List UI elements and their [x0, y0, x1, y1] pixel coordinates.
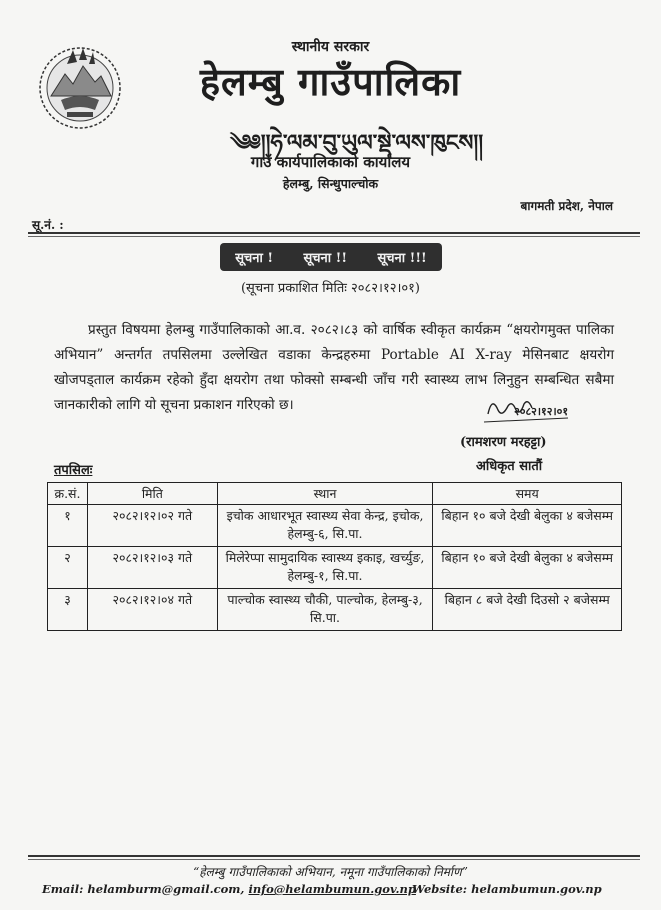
published-date: (सूचना प्रकाशित मितिः २०८२।१२।०१) [240, 281, 420, 296]
website-link[interactable]: helambumun.gov.np [471, 882, 602, 896]
footer-website [412, 882, 602, 896]
table-row [48, 547, 622, 589]
table-header-row [48, 483, 622, 505]
municipality-name: हेलम्बु गाउँपालिका [199, 59, 462, 104]
notice-body: प्रस्तुत विषयमा हेलम्बु गाउँपालिकाको आ.व. २०८२।८३ को वार्षिक स्वीकृत कार्यक्रम “क्षयरोगमुक्त पालिका अभियान” अन्तर्गत तपसिलमा उल्लेखित वडाका केन्द्रहरुमा Portable AI X-ray मेसिनबाट क्षयरोग खोजपड्ताल कार्यक्रम रहेको हुँदा क्षयरोग तथा फोक्सो सम्बन्धी जाँच गरी स्वास्थ्य लाभ लिनुहुन सम्बन्धित सबैमा जानकारीको लागि यो सूचना प्रकाशन गरिएको छ। [54, 322, 614, 413]
header-place: स्थान [217, 483, 433, 505]
province-label: बागमती प्रदेश, नेपाल [520, 199, 613, 213]
tibetan-name: ༄༅།།ཧེ་ལམ་བུ་ཡུལ་སྡེ་ལས་ཁུངས།། [230, 131, 484, 156]
email-1[interactable]: helamburm@gmail.com, [87, 882, 245, 896]
notice-banner [220, 243, 442, 271]
notice-banner-text-2: सूचना !! [303, 251, 348, 266]
local-government-label: स्थानीय सरकार [291, 39, 370, 55]
office-address: हेलम्बु, सिन्धुपाल्चोक [282, 176, 379, 191]
email-2[interactable]: info@helambumun.gov.np [248, 882, 416, 896]
notice-banner-text-3: सूचना !!! [377, 251, 427, 266]
office-name: गाउँ कार्यपालिकाको कार्यालय [250, 153, 411, 171]
schedule-table [47, 482, 622, 631]
cell-serial: ३ [48, 589, 88, 631]
notice-banner-text-1: सूचना ! [235, 251, 274, 266]
footer-divider-thin [28, 859, 640, 860]
cell-date: २०८२।१२।०४ गते [87, 589, 217, 631]
cell-time: बिहान १० बजे देखी बेलुका ४ बजेसम्म [433, 547, 622, 589]
header-date: मिति [87, 483, 217, 505]
footer-slogan: “हेलम्बु गाउँपालिकाको अभियान, नमूना गाउँपालिकाको निर्माण” [193, 865, 468, 879]
email-label: Email: [42, 882, 84, 896]
signature [458, 392, 588, 428]
cell-serial: १ [48, 505, 88, 547]
cell-date: २०८२।१२।०३ गते [87, 547, 217, 589]
header-divider [28, 232, 640, 234]
cell-place: पाल्चोक स्वास्थ्य चौकी, पाल्चोक, हेलम्बु-३, सि.पा. [217, 589, 433, 631]
signature-date: २०८२।१२।०१ [514, 405, 569, 418]
reference-number-label: सू.नं. : [32, 218, 64, 232]
cell-serial: २ [48, 547, 88, 589]
cell-time: बिहान १० बजे देखी बेलुका ४ बजेसम्म [433, 505, 622, 547]
footer-email [42, 882, 416, 896]
signer-name: (रामशरण मरहट्टा) [460, 435, 547, 450]
cell-place: मिलेरेप्पा सामुदायिक स्वास्थ्य इकाइ, खर्च्युङ, हेलम्बु-१, सि.पा. [217, 547, 433, 589]
cell-time: बिहान ८ बजे देखी दिउसो २ बजेसम्म [433, 589, 622, 631]
cell-date: २०८२।१२।०२ गते [87, 505, 217, 547]
table-row [48, 589, 622, 631]
cell-place: इचोक आधारभूत स्वास्थ्य सेवा केन्द्र, इचोक, हेलम्बु-६, सि.पा. [217, 505, 433, 547]
signer-title: अधिकृत सातौं [476, 459, 543, 474]
schedule-label: तपसिलः [54, 463, 93, 478]
header-serial: क्र.सं. [48, 483, 88, 505]
table-row [48, 505, 622, 547]
footer-divider [28, 855, 640, 857]
header-time: समय [433, 483, 622, 505]
header-divider-thin [28, 236, 640, 237]
website-label: Website: [412, 882, 468, 896]
